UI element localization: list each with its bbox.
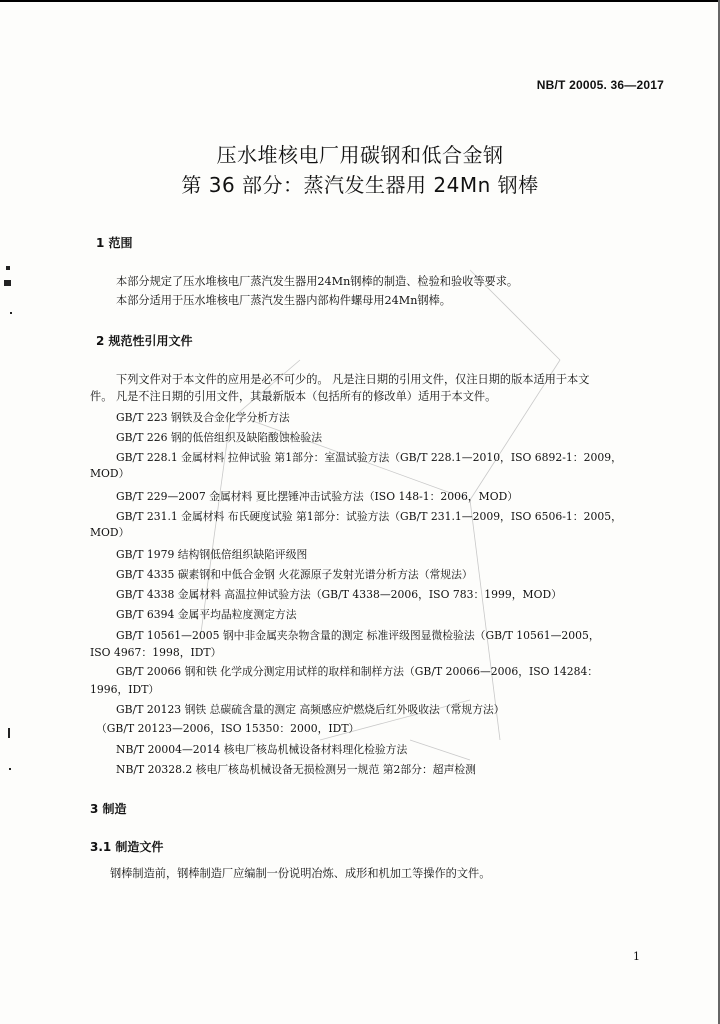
reference-item: GB/T 4335 碳素钢和中低合金钢 火花源原子发射光谱分析方法（常规法）	[116, 568, 473, 581]
reference-item-continuation: ISO 4967：1998，IDT）	[90, 646, 222, 659]
reference-item: GB/T 229—2007 金属材料 夏比摆锤冲击试验方法（ISO 148-1：2006，MOD）	[116, 490, 519, 503]
reference-item-continuation: （GB/T 20123—2006，ISO 15350：2000，IDT）	[96, 722, 360, 735]
document-title	[0, 140, 720, 200]
title-line-2: 第 36 部分：蒸汽发生器用 24Mn 钢棒	[181, 173, 539, 197]
section-1-paragraph-1: 本部分规定了压水堆核电厂蒸汽发生器用24Mn钢棒的制造、检验和验收等要求。	[116, 275, 519, 288]
reference-item: NB/T 20328.2 核电厂核岛机械设备无损检测另一规范 第2部分：超声检测	[116, 763, 476, 776]
reference-item: NB/T 20004—2014 核电厂核岛机械设备材料理化检验方法	[116, 743, 408, 756]
scan-top-edge	[0, 0, 720, 2]
section-2-intro-line-2: 件。 凡是不注日期的引用文件，其最新版本（包括所有的修改单）适用于本文件。	[90, 390, 497, 403]
section-2-heading: 2 规范性引用文件	[96, 334, 193, 348]
standard-number: NB/T 20005. 36—2017	[536, 78, 664, 92]
section-1-heading: 1 范围	[96, 236, 133, 250]
reference-item: GB/T 228.1 金属材料 拉伸试验 第1部分：室温试验方法（GB/T 228.1—2010，ISO 6892-1：2009，	[116, 451, 622, 464]
reference-item-continuation: 1996，IDT）	[90, 683, 160, 696]
section-3-1-paragraph: 钢棒制造前，钢棒制造厂应编制一份说明冶炼、成形和机加工等操作的文件。	[110, 867, 491, 880]
scan-speck	[4, 280, 11, 286]
reference-item: GB/T 4338 金属材料 高温拉伸试验方法（GB/T 4338—2006，ISO 783：1999，MOD）	[116, 588, 562, 601]
reference-item-continuation: MOD）	[90, 526, 130, 539]
reference-item: GB/T 226 钢的低倍组织及缺陷酸蚀检验法	[116, 431, 323, 444]
section-3-heading: 3 制造	[90, 802, 127, 816]
page-number: 1	[633, 950, 640, 963]
scan-speck	[8, 728, 10, 738]
scan-speck	[10, 312, 12, 314]
reference-item: GB/T 231.1 金属材料 布氏硬度试验 第1部分：试验方法（GB/T 231.1—2009，ISO 6506-1：2005，	[116, 510, 622, 523]
scan-speck	[6, 266, 10, 270]
reference-item: GB/T 6394 金属平均晶粒度测定方法	[116, 608, 297, 621]
reference-item: GB/T 20123 钢铁 总碳硫含量的测定 高频感应炉燃烧后红外吸收法（常规方法）	[116, 703, 505, 716]
reference-item: GB/T 223 钢铁及合金化学分析方法	[116, 411, 290, 424]
reference-item: GB/T 1979 结构钢低倍组织缺陷评级图	[116, 548, 308, 561]
section-1-paragraph-2: 本部分适用于压水堆核电厂蒸汽发生器内部构件螺母用24Mn钢棒。	[116, 294, 451, 307]
reference-item: GB/T 20066 钢和铁 化学成分测定用试样的取样和制样方法（GB/T 20066—2006，ISO 14284：	[116, 665, 599, 678]
scan-speck	[9, 768, 11, 770]
reference-item-continuation: MOD）	[90, 467, 130, 480]
title-line-1: 压水堆核电厂用碳钢和低合金钢	[216, 143, 504, 167]
reference-item: GB/T 10561—2005 钢中非金属夹杂物含量的测定 标准评级图显微检验法（GB/T 10561—2005，	[116, 629, 600, 642]
section-3-1-heading: 3.1 制造文件	[90, 840, 164, 854]
section-2-intro-line-1: 下列文件对于本文件的应用是必不可少的。 凡是注日期的引用文件，仅注日期的版本适用于本文	[116, 373, 590, 386]
